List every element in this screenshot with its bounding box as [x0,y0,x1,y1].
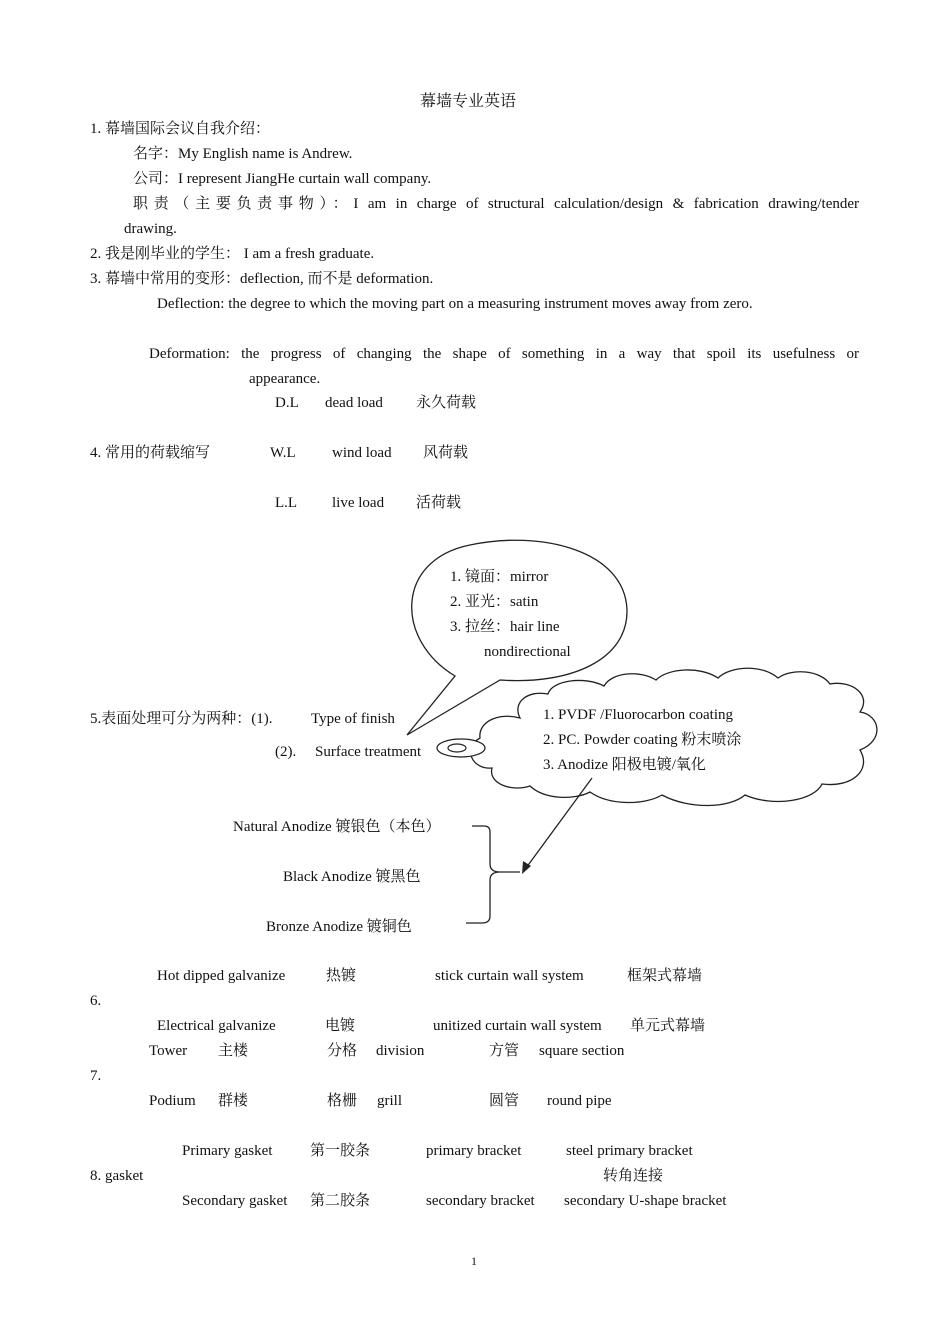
term-cn: 方管 [489,1043,520,1059]
section5-label: 5.表面处理可分为两种：(1). [90,711,273,727]
term-cn: 分格 [327,1043,358,1059]
treatment-item: 1. PVDF /Fluorocarbon coating [543,707,733,723]
term-en: secondary bracket [426,1193,535,1209]
page-number: 1 [471,1254,477,1268]
term-en: grill [377,1093,402,1109]
anodize-type: Natural Anodize 镀银色（本色） [233,819,441,835]
treatment-item: 2. PC. Powder coating 粉末喷涂 [543,732,742,748]
term-cn: 第二胶条 [310,1193,371,1209]
deformation-definition-1: Deformation: the progress of changing the shape of something in a way that spoil its usefulness or [149,346,859,362]
term-en: secondary U-shape bracket [564,1193,727,1209]
section7-number: 7. [90,1068,102,1084]
company-line: 公司：I represent JiangHe curtain wall company. [133,171,432,187]
section6-number: 6. [90,993,102,1009]
duty-line-1: 职责（主要负责事物）：I am in charge of structural calculation/design & fabrication drawing/tender [133,196,859,212]
term-cn: 热镀 [326,968,357,984]
load-en: wind load [332,445,392,461]
load-en: live load [332,495,385,511]
term-cn: 转角连接 [603,1168,664,1184]
term-cn: 第一胶条 [310,1143,371,1159]
term-cn: 单元式幕墙 [630,1018,706,1034]
page-title: 幕墙专业英语 [420,93,517,110]
term-en: Electrical galvanize [157,1018,276,1034]
term-en: Primary gasket [182,1143,273,1159]
curly-brace [466,826,520,923]
type-of-finish: Type of finish [311,711,395,727]
term-en: Hot dipped galvanize [157,968,286,984]
load-cn: 风荷载 [423,445,469,461]
load-cn: 永久荷载 [416,395,477,411]
term-en: unitized curtain wall system [433,1018,602,1034]
anodize-type: Bronze Anodize 镀铜色 [266,919,412,935]
term-cn: 格栅 [327,1093,358,1109]
term-en: stick curtain wall system [435,968,584,984]
section3-heading: 3. 幕墙中常用的变形：deflection, 而不是 deformation. [90,271,434,287]
deformation-definition-2: appearance. [249,371,321,387]
thought-bubble-inner [448,744,466,752]
term-en: steel primary bracket [566,1143,693,1159]
term-en: Secondary gasket [182,1193,288,1209]
section8-label: 8. gasket [90,1168,144,1184]
anodize-type: Black Anodize 镀黑色 [283,869,421,885]
finish-item: 3. 拉丝：hair line [450,619,560,635]
term-cn: 电镀 [325,1018,356,1034]
duty-line-2: drawing. [124,221,177,237]
term-en: round pipe [547,1093,612,1109]
treatment-item: 3. Anodize 阳极电镀/氧化 [543,757,706,773]
load-en: dead load [325,395,383,411]
name-line: 名字：My English name is Andrew. [133,146,353,162]
load-abbr: W.L [270,445,296,461]
term-cn: 圆管 [489,1093,520,1109]
term-en: division [376,1043,425,1059]
item2-number: (2). [275,744,297,760]
section2-text: 2. 我是刚毕业的学生： I am a fresh graduate. [90,246,375,262]
finish-item: nondirectional [484,644,571,660]
finish-item: 2. 亚光：satin [450,594,539,610]
surface-treatment: Surface treatment [315,744,422,760]
term-en: square section [539,1043,625,1059]
term-en: Podium [149,1093,196,1109]
deflection-definition: Deflection: the degree to which the moving part on a measuring instrument moves away from zero. [157,296,753,312]
term-cn: 主楼 [218,1043,249,1059]
term-cn: 框架式幕墙 [627,968,703,984]
load-cn: 活荷载 [416,495,462,511]
term-en: Tower [149,1043,188,1059]
section4-label: 4. 常用的荷载缩写 [90,445,211,461]
finish-item: 1. 镜面：mirror [450,569,549,585]
load-abbr: L.L [275,495,298,511]
term-en: primary bracket [426,1143,522,1159]
load-abbr: D.L [275,395,299,411]
term-cn: 群楼 [218,1093,249,1109]
section1-heading: 1. 幕墙国际会议自我介绍： [90,121,271,137]
